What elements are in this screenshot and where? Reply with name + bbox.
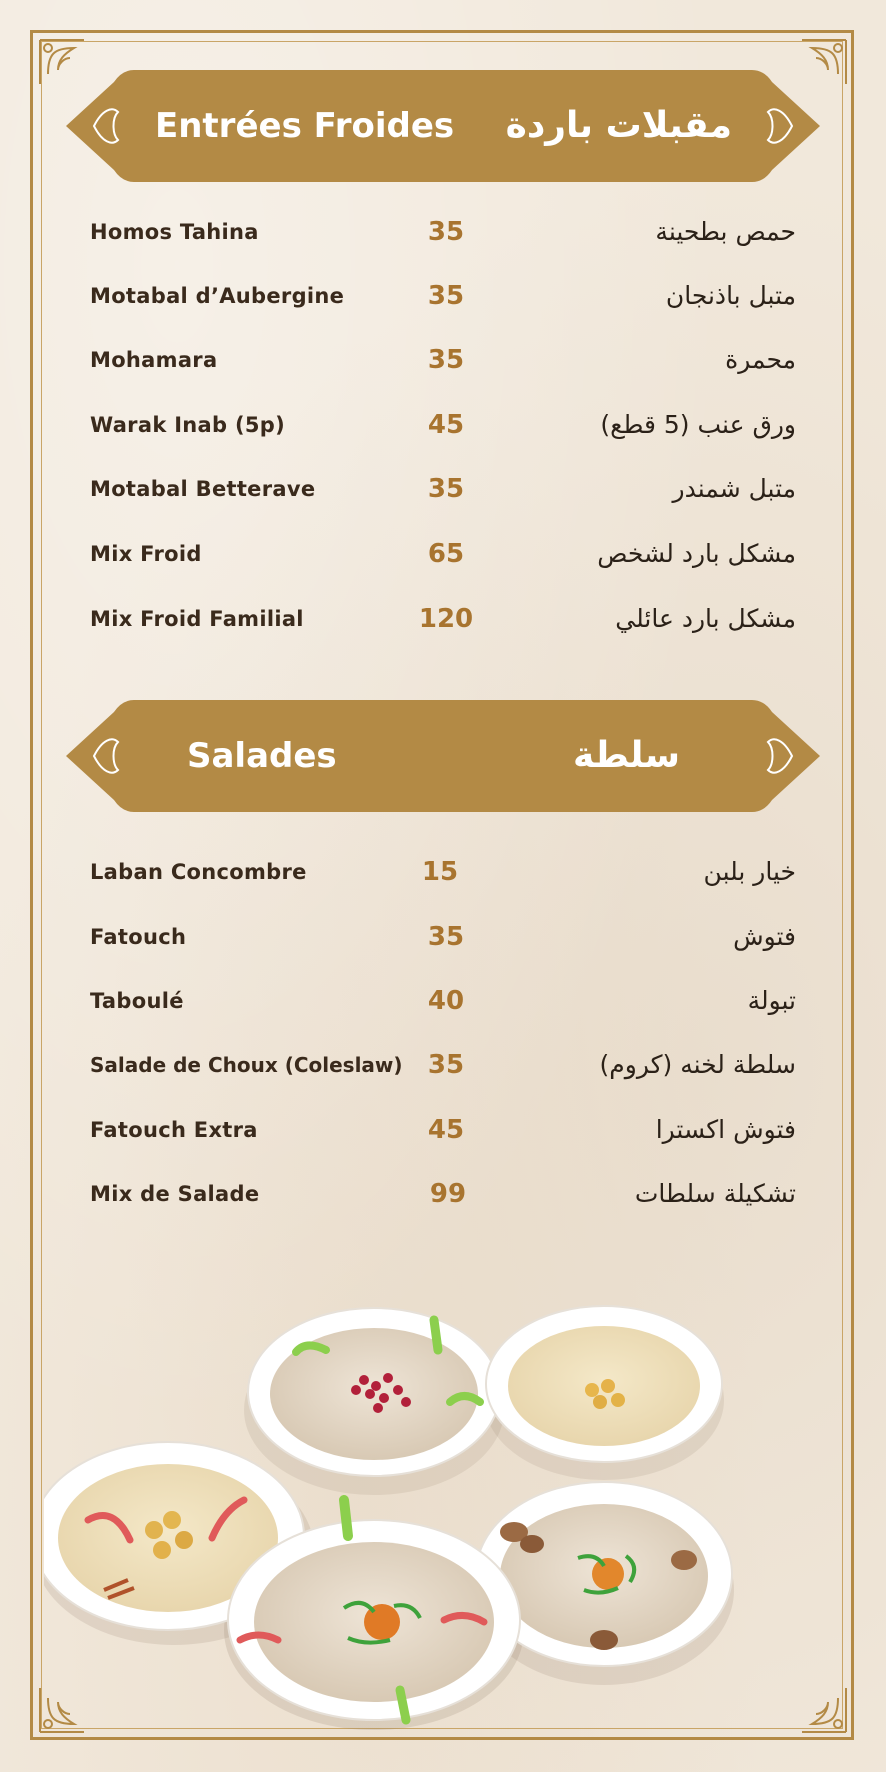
menu-item-row	[0, 276, 886, 316]
item-name-fr: Fatouch Extra	[90, 1118, 258, 1142]
item-name-ar: مشكل بارد لشخص	[597, 539, 796, 568]
item-price: 65	[427, 539, 465, 569]
item-name-ar: سلطة لخنه (كروم)	[599, 1050, 796, 1079]
item-name-ar: تشكيلة سلطات	[634, 1179, 796, 1208]
item-name-fr: Warak Inab (5p)	[90, 413, 286, 437]
item-name-ar: متبل باذنجان	[665, 281, 796, 310]
menu-item-row	[0, 405, 886, 445]
item-name-ar: خيار بلبن	[703, 857, 796, 886]
item-name-fr: Mohamara	[90, 348, 218, 372]
menu-item-row	[0, 469, 886, 509]
menu-item-row	[0, 852, 886, 892]
mezze-plates-photo	[44, 1290, 844, 1740]
menu-item-row	[0, 534, 886, 574]
item-name-fr: Motabal d’Aubergine	[90, 284, 345, 308]
section-title-fr: Entrées Froides	[155, 106, 455, 146]
item-price: 45	[427, 410, 465, 440]
item-price: 120	[418, 604, 474, 634]
menu-item-row	[0, 1174, 886, 1214]
item-name-ar: فتوش	[733, 922, 796, 951]
item-price: 35	[427, 474, 465, 504]
menu-item-row	[0, 599, 886, 639]
item-name-fr: Motabal Betterave	[90, 477, 316, 501]
banner-shape-icon	[64, 692, 822, 820]
item-name-ar: فتوش اكسترا	[655, 1115, 796, 1144]
item-price: 35	[427, 1050, 465, 1080]
item-name-fr: Salade de Choux (Coleslaw)	[90, 1053, 403, 1077]
section-banner-entrees	[64, 62, 822, 190]
item-price: 35	[427, 217, 465, 247]
item-name-fr: Mix Froid Familial	[90, 607, 304, 631]
item-name-ar: ورق عنب (5 قطع)	[600, 410, 796, 439]
item-name-fr: Homos Tahina	[90, 220, 259, 244]
item-price: 35	[427, 281, 465, 311]
menu-item-row	[0, 340, 886, 380]
item-name-ar: تبولة	[747, 986, 796, 1015]
item-name-fr: Mix de Salade	[90, 1182, 260, 1206]
menu-item-row	[0, 212, 886, 252]
item-price: 45	[427, 1115, 465, 1145]
item-price: 99	[429, 1179, 467, 1209]
menu-item-row	[0, 917, 886, 957]
item-name-fr: Mix Froid	[90, 542, 202, 566]
menu-item-row	[0, 981, 886, 1021]
item-name-ar: مشكل بارد عائلي	[615, 604, 796, 633]
item-name-ar: حمص بطحينة	[655, 217, 796, 246]
item-price: 40	[427, 986, 465, 1016]
section-title-fr: Salades	[187, 736, 337, 776]
section-title-ar: سلطة	[573, 735, 680, 776]
item-name-ar: متبل شمندر	[672, 474, 796, 503]
item-name-fr: Taboulé	[90, 989, 184, 1013]
item-price: 35	[427, 922, 465, 952]
section-title-ar: مقبلات باردة	[505, 105, 732, 146]
item-name-fr: Laban Concombre	[90, 860, 307, 884]
menu-item-row	[0, 1045, 886, 1085]
menu-item-row	[0, 1110, 886, 1150]
item-name-ar: محمرة	[725, 345, 796, 374]
item-price: 35	[427, 345, 465, 375]
item-price: 15	[421, 857, 459, 887]
item-name-fr: Fatouch	[90, 925, 187, 949]
section-banner-salades	[64, 692, 822, 820]
